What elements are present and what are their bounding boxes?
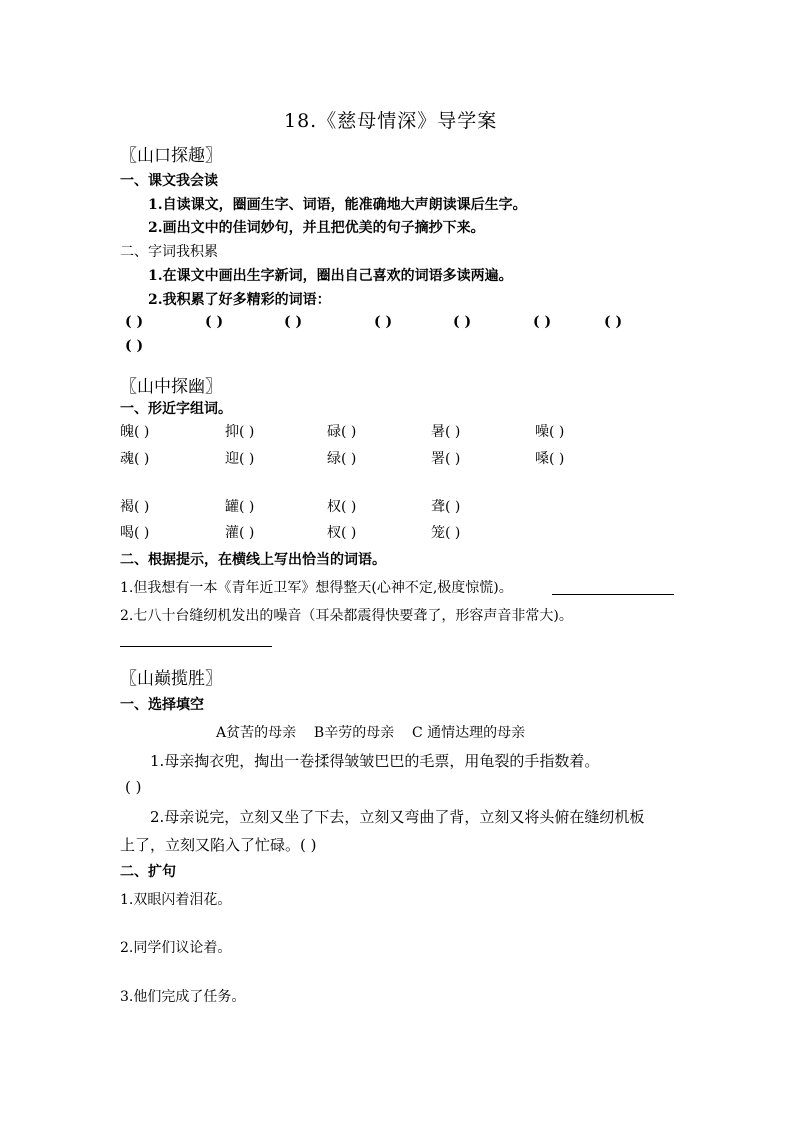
char-pair: 抑( ) — [225, 424, 255, 440]
blank-paren: ( ) — [374, 314, 393, 330]
expand-item-3: 3.他们完成了任务。 — [120, 989, 246, 1005]
read-item-2: 2.画出文中的佳词妙句，并且把优美的句子摘抄下来。 — [148, 220, 485, 236]
choose-question-2: 2.母亲说完，立刻又坐了下去，立刻又弯曲了背，立刻又将头俯在缝纫机板 — [150, 808, 645, 826]
char-pair: 绿( ) — [327, 451, 357, 467]
char-pair: 笼( ) — [431, 525, 461, 541]
part-title-accumulate: 二、字词我积累 — [120, 244, 218, 260]
char-pair: 嗓( ) — [535, 451, 565, 467]
blank-paren: ( ) — [284, 314, 303, 330]
section-heading-shandian: 〖山巅揽胜〗 — [120, 669, 222, 689]
part-title-fill-words: 二、根据提示，在横线上写出恰当的词语。 — [120, 552, 386, 568]
char-pair: 暑( ) — [431, 424, 461, 440]
char-pair: 噪( ) — [535, 424, 565, 440]
char-pair: 杈( ) — [327, 525, 357, 541]
char-pair: 罐( ) — [225, 499, 255, 515]
fill-word-item-1: 1.但我想有一本《青年近卫军》想得整天(心神不定,极度惊慌)。 — [120, 580, 513, 596]
part-title-similar-chars: 一、形近字组词。 — [120, 401, 232, 417]
answer-line[interactable] — [552, 594, 674, 595]
section-heading-shankou: 〖山口探趣〗 — [120, 146, 222, 166]
char-pair: 碌( ) — [327, 424, 357, 440]
blank-paren: ( ) — [205, 314, 224, 330]
char-pair: 魄( ) — [120, 424, 150, 440]
answer-line[interactable] — [120, 646, 272, 647]
choose-answer-paren: ( ) — [125, 778, 142, 796]
char-pair: 迎( ) — [225, 451, 255, 467]
blank-paren: ( ) — [533, 314, 552, 330]
part-title-choose: 一、选择填空 — [120, 697, 204, 713]
choice-options: A贫苦的母亲 B辛劳的母亲 C 通情达理的母亲 — [216, 725, 526, 741]
section-heading-shanzhong: 〖山中探幽〗 — [120, 377, 222, 397]
blank-paren: ( ) — [125, 314, 144, 330]
part-title-expand: 二、扩句 — [120, 864, 176, 880]
char-pair: 权( ) — [327, 499, 357, 515]
blank-paren: ( ) — [125, 338, 144, 354]
page-title: 18.《慈母情深》导学案 — [284, 110, 498, 132]
expand-item-2: 2.同学们议论着。 — [120, 940, 232, 956]
char-pair: 魂( ) — [120, 451, 150, 467]
accumulate-item-2: 2.我积累了好多精彩的词语： — [148, 292, 331, 308]
accumulate-item-1: 1.在课文中画出生字新词，圈出自己喜欢的词语多读两遍。 — [148, 268, 513, 284]
char-pair: 灌( ) — [225, 525, 255, 541]
fill-word-item-2: 2.七八十台缝纫机发出的噪音（耳朵都震得快要聋了，形容声音非常大)。 — [120, 608, 573, 624]
choose-question-1: 1.母亲掏衣兜，掏出一卷揉得皱皱巴巴的毛票，用龟裂的手指数着。 — [150, 752, 600, 770]
char-pair: 褐( ) — [120, 499, 150, 515]
expand-item-1: 1.双眼闪着泪花。 — [120, 892, 232, 908]
choose-question-2-cont: 上了，立刻又陷入了忙碌。( ) — [120, 836, 317, 854]
char-pair: 署( ) — [431, 451, 461, 467]
char-pair: 喝( ) — [120, 525, 150, 541]
blank-paren: ( ) — [453, 314, 472, 330]
blank-paren: ( ) — [604, 314, 623, 330]
read-item-1: 1.自读课文，圈画生字、词语，能准确地大声朗读课后生字。 — [148, 197, 527, 213]
part-title-read: 一、课文我会读 — [120, 173, 218, 189]
char-pair: 聋( ) — [431, 499, 461, 515]
